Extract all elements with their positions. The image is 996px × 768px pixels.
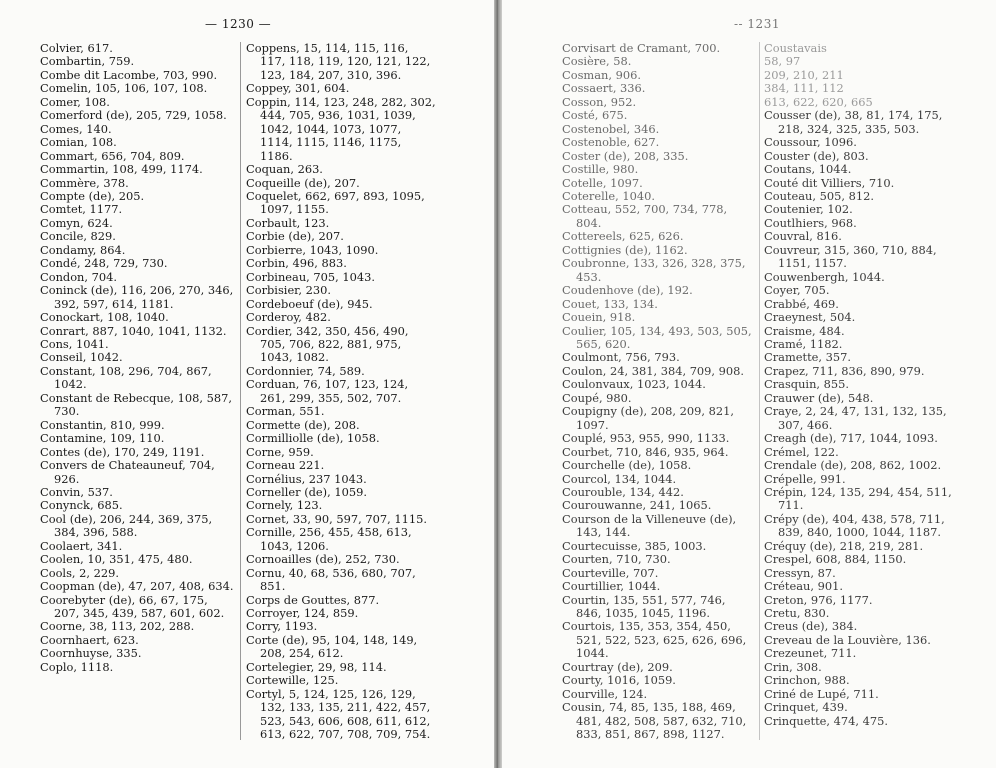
index-entry: Crinquet, 439. [764, 700, 848, 715]
index-entry: Cosman, 906. [562, 67, 641, 82]
index-entry: Commère, 378. [40, 175, 129, 190]
index-entry: Constantin, 810, 999. [40, 417, 165, 432]
index-entry: Coplo, 1118. [40, 659, 114, 674]
index-column [764, 42, 964, 728]
index-entry: Coulmont, 756, 793. [562, 350, 680, 365]
index-entry: Courtin, 135, 551, 577, 746, 846, 1035, 1045, 1196. [562, 592, 726, 621]
index-entry: Cramette, 357. [764, 350, 851, 365]
index-entry: Cornu, 40, 68, 536, 680, 707, 851. [246, 565, 416, 594]
index-entry: Corbineau, 705, 1043. [246, 269, 375, 284]
index-entry: Cool (de), 206, 244, 369, 375, 384, 396, 588. [40, 511, 213, 540]
index-entry: Commartin, 108, 499, 1174. [40, 162, 203, 177]
index-entry: Cosson, 952. [562, 94, 637, 109]
index-entry: Crapez, 711, 836, 890, 979. [764, 363, 925, 378]
index-entry: Couein, 918. [562, 310, 636, 325]
index-entry: Combe dit Lacombe, 703, 990. [40, 67, 218, 82]
index-column [40, 42, 236, 674]
index-entry: Cormilliolle (de), 1058. [246, 431, 380, 446]
index-entry: Crémel, 122. [764, 444, 839, 459]
index-entry: Costenoble, 627. [562, 135, 660, 150]
index-entry: Coppin, 114, 123, 248, 282, 302, 444, 705, 936, 1031, 1039, 1042, 1044, 1073, 1077, 1114, 1115, 1146, 1175, 1186. [246, 94, 436, 163]
index-entry: Coornhaert, 623. [40, 632, 139, 647]
index-entry: Cornet, 33, 90, 597, 707, 1115. [246, 511, 427, 526]
index-entry: Corvisart de Cramant, 700. [562, 41, 721, 55]
index-entry: Courtillier, 1044. [562, 579, 661, 594]
index-entry: Crauwer (de), 548. [764, 390, 874, 405]
index-entry: Cordeboeuf (de), 945. [246, 296, 373, 311]
index-entry: Corps de Gouttes, 877. [246, 592, 380, 607]
book-gutter [494, 0, 502, 768]
index-entry: Comes, 140. [40, 121, 112, 136]
index-entry: Cools, 2, 229. [40, 565, 120, 580]
index-entry: Coppey, 301, 604. [246, 81, 350, 96]
index-entry: Comerford (de), 205, 729, 1058. [40, 108, 227, 123]
index-entry: Conrart, 887, 1040, 1041, 1132. [40, 323, 227, 338]
index-entry: Combartin, 759. [40, 54, 135, 69]
index-entry: Conseil, 1042. [40, 350, 123, 365]
index-entry: Corduan, 76, 107, 123, 124, 261, 299, 355, 502, 707. [246, 377, 409, 405]
index-entry: 209, 210, 211 [764, 67, 844, 82]
index-entry: Cretu, 830. [764, 606, 830, 621]
index-entry: Craisme, 484. [764, 323, 845, 338]
index-entry: Crépin, 124, 135, 294, 454, 511, 711. [764, 484, 952, 513]
index-entry: Cotteau, 552, 700, 734, 778, 804. [562, 202, 728, 230]
index-entry: Comian, 108. [40, 135, 117, 150]
index-entry: Corte (de), 95, 104, 148, 149, 208, 254, 612. [246, 632, 418, 661]
index-entry: Cousin, 74, 85, 135, 188, 469, 481, 482, 508, 587, 632, 710, 833, 851, 867, 898, 1127. [562, 700, 747, 742]
index-entry: Contamine, 109, 110. [40, 431, 165, 446]
index-entry: Coudenhove (de), 192. [562, 283, 693, 298]
index-entry: Courten, 710, 730. [562, 552, 671, 567]
index-entry: Corderoy, 482. [246, 310, 331, 325]
index-entry: Corneller (de), 1059. [246, 484, 367, 499]
index-entry: Costenobel, 346. [562, 121, 660, 136]
index-entry: Coutlhiers, 968. [764, 215, 857, 230]
index-entry: Costé, 675. [562, 108, 628, 123]
index-entry: Coqueille (de), 207. [246, 175, 360, 190]
index-entry: Cons, 1041. [40, 336, 109, 351]
index-entry: Cordier, 342, 350, 456, 490, 705, 706, 822, 881, 975, 1043, 1082. [246, 323, 409, 365]
index-entry: Coulonvaux, 1023, 1044. [562, 377, 706, 392]
index-entry: Créquy (de), 218, 219, 281. [764, 538, 924, 553]
index-entry: Comelin, 105, 106, 107, 108. [40, 81, 208, 96]
index-entry: Coolaert, 341. [40, 538, 123, 553]
index-entry: Coubronne, 133, 326, 328, 375, 453. [562, 256, 746, 284]
index-entry: Couwenbergh, 1044. [764, 269, 885, 284]
index-entry: Comtet, 1177. [40, 202, 123, 217]
index-entry: Cortyl, 5, 124, 125, 126, 129, 132, 133, 135, 211, 422, 457, 523, 543, 606, 608, 611, 612, 613, 622, 707, 708, 709, 754. [246, 686, 431, 742]
index-entry: Crespel, 608, 884, 1150. [764, 552, 907, 567]
index-entry: Coulier, 105, 134, 493, 503, 505, 565, 620. [562, 323, 752, 351]
index-entry: Craye, 2, 24, 47, 131, 132, 135, 307, 466. [764, 404, 947, 432]
index-entry: Coquan, 263. [246, 162, 323, 177]
index-entry: Cornille, 256, 455, 458, 613, 1043, 1206. [246, 525, 412, 553]
index-entry: Couté dit Villiers, 710. [764, 175, 895, 190]
index-entry: Corbisier, 230. [246, 283, 331, 298]
index-entry: Cressyn, 87. [764, 565, 836, 580]
index-entry: Concile, 829. [40, 229, 116, 244]
index-entry: Conockart, 108, 1040. [40, 310, 169, 325]
index-entry: Criné de Lupé, 711. [764, 686, 879, 701]
page-number: -- 1231 [734, 17, 780, 31]
index-entry: Convin, 537. [40, 484, 113, 499]
index-entry: Crezeunet, 711. [764, 646, 857, 661]
index-entry: Couster (de), 803. [764, 148, 869, 163]
index-entry: Coyer, 705. [764, 283, 830, 298]
index-entry: Crépelle, 991. [764, 471, 846, 486]
index-entry: Coustavais [764, 41, 827, 55]
index-column [246, 42, 436, 742]
index-entry: Cornélius, 237 1043. [246, 471, 367, 486]
index-entry: Courchelle (de), 1058. [562, 458, 692, 473]
index-entry: Coquelet, 662, 697, 893, 1095, 1097, 1155. [246, 188, 425, 217]
index-entry: Coterelle, 1040. [562, 188, 655, 203]
index-entry: Corman, 551. [246, 404, 325, 419]
right-page [502, 0, 996, 768]
index-entry: Coster (de), 208, 335. [562, 148, 689, 163]
index-entry: Cornoailles (de), 252, 730. [246, 552, 400, 567]
index-entry: Courville, 124. [562, 686, 648, 701]
index-entry: Crinquette, 474, 475. [764, 713, 888, 728]
index-entry: Creus (de), 384. [764, 619, 858, 634]
index-entry: Compte (de), 205. [40, 188, 145, 203]
index-entry: Coutenier, 102. [764, 202, 853, 217]
index-entry: Corbault, 123. [246, 215, 330, 230]
index-entry: Couvral, 816. [764, 229, 842, 244]
index-entry: Corbierre, 1043, 1090. [246, 242, 379, 257]
index-entry: Crabbé, 469. [764, 296, 839, 311]
index-entry: Cordonnier, 74, 589. [246, 363, 365, 378]
index-entry: Corneau 221. [246, 458, 325, 473]
index-entry: Corroyer, 124, 859. [246, 606, 359, 621]
index-entry: 58, 97 [764, 54, 801, 69]
index-entry: Coppens, 15, 114, 115, 116, 117, 118, 119, 120, 121, 122, 123, 184, 207, 310, 396. [246, 41, 431, 82]
index-entry: Couet, 133, 134. [562, 296, 658, 311]
index-entry: Cottereels, 625, 626. [562, 229, 684, 244]
index-entry: Coorne, 38, 113, 202, 288. [40, 619, 195, 634]
index-entry: Craeynest, 504. [764, 310, 856, 325]
index-entry: Cotelle, 1097. [562, 175, 643, 190]
index-entry: Crépy (de), 404, 438, 578, 711, 839, 840, 1000, 1044, 1187. [764, 511, 945, 540]
index-entry: Coornhuyse, 335. [40, 646, 142, 661]
index-entry: Conynck, 685. [40, 498, 123, 513]
index-entry: Contes (de), 170, 249, 1191. [40, 444, 205, 459]
index-entry: Couteau, 505, 812. [764, 188, 874, 203]
index-entry: Créteau, 901. [764, 579, 843, 594]
left-page [0, 0, 494, 768]
index-entry: Coorebyter (de), 66, 67, 175, 207, 345, 439, 587, 601, 602. [40, 592, 225, 621]
index-entry: Courouwanne, 241, 1065. [562, 498, 712, 513]
index-entry: Crasquin, 855. [764, 377, 850, 392]
index-entry: 613, 622, 620, 665 [764, 94, 873, 109]
index-entry: Condon, 704. [40, 269, 117, 284]
index-entry: Coopman (de), 47, 207, 408, 634. [40, 579, 234, 594]
index-entry: Crinchon, 988. [764, 673, 850, 688]
index-entry: Coussour, 1096. [764, 135, 857, 150]
index-entry: Corry, 1193. [246, 619, 318, 634]
index-entry: Crendale (de), 208, 862, 1002. [764, 458, 942, 473]
index-entry: Cornely, 123. [246, 498, 323, 513]
index-entry: Corne, 959. [246, 444, 314, 459]
index-entry: Coninck (de), 116, 206, 270, 346, 392, 597, 614, 1181. [40, 283, 234, 311]
index-entry: Couplé, 953, 955, 990, 1133. [562, 431, 730, 446]
index-column [562, 42, 754, 742]
index-entry: Coutans, 1044. [764, 162, 852, 177]
index-entry: Cortelegier, 29, 98, 114. [246, 659, 387, 674]
index-entry: Courtecuisse, 385, 1003. [562, 538, 707, 553]
index-entry: Commart, 656, 704, 809. [40, 148, 185, 163]
index-entry: Courtois, 135, 353, 354, 450, 521, 522, 523, 625, 626, 696, 1044. [562, 619, 747, 661]
index-entry: Crin, 308. [764, 659, 822, 674]
index-entry: 384, 111, 112 [764, 81, 844, 96]
index-entry: Cosière, 58. [562, 54, 632, 69]
index-entry: Costille, 980. [562, 162, 639, 177]
index-entry: Coulon, 24, 381, 384, 709, 908. [562, 363, 745, 378]
index-entry: Courcol, 134, 1044. [562, 471, 677, 486]
index-entry: Corbin, 496, 883. [246, 256, 347, 271]
index-entry: Condé, 248, 729, 730. [40, 256, 168, 271]
index-entry: Cossaert, 336. [562, 81, 646, 96]
index-entry: Coupé, 980. [562, 390, 632, 405]
page-number: — 1230 — [205, 17, 272, 31]
index-entry: Constant de Rebecque, 108, 587, 730. [40, 390, 232, 419]
index-entry: Courtray (de), 209. [562, 659, 673, 674]
index-entry: Creveau de la Louvière, 136. [764, 632, 931, 647]
index-entry: Convers de Chateauneuf, 704, 926. [40, 458, 215, 486]
index-entry: Creagh (de), 717, 1044, 1093. [764, 431, 938, 446]
index-entry: Coupigny (de), 208, 209, 821, 1097. [562, 404, 735, 432]
index-entry: Cramé, 1182. [764, 336, 843, 351]
index-entry: Creton, 976, 1177. [764, 592, 873, 607]
index-entry: Colvier, 617. [40, 41, 113, 55]
index-entry: Cormette (de), 208. [246, 417, 360, 432]
index-entry: Courteville, 707. [562, 565, 659, 580]
index-entry: Courbet, 710, 846, 935, 964. [562, 444, 729, 459]
index-entry: Comyn, 624. [40, 215, 113, 230]
column-divider [759, 42, 760, 740]
index-entry: Condamy, 864. [40, 242, 126, 257]
index-entry: Constant, 108, 296, 704, 867, 1042. [40, 363, 212, 392]
index-entry: Courty, 1016, 1059. [562, 673, 676, 688]
index-entry: Couvreur, 315, 360, 710, 884, 1151, 1157. [764, 242, 937, 271]
index-entry: Comer, 108. [40, 94, 110, 109]
index-entry: Cousser (de), 38, 81, 174, 175, 218, 324, 325, 335, 503. [764, 108, 943, 136]
index-entry: Courouble, 134, 442. [562, 484, 684, 499]
index-entry: Courson de la Villeneuve (de), 143, 144. [562, 511, 737, 540]
index-entry: Coolen, 10, 351, 475, 480. [40, 552, 193, 567]
column-divider [240, 42, 241, 740]
index-entry: Corbie (de), 207. [246, 229, 344, 244]
index-entry: Cortewille, 125. [246, 673, 339, 688]
index-entry: Cottignies (de), 1162. [562, 242, 688, 257]
